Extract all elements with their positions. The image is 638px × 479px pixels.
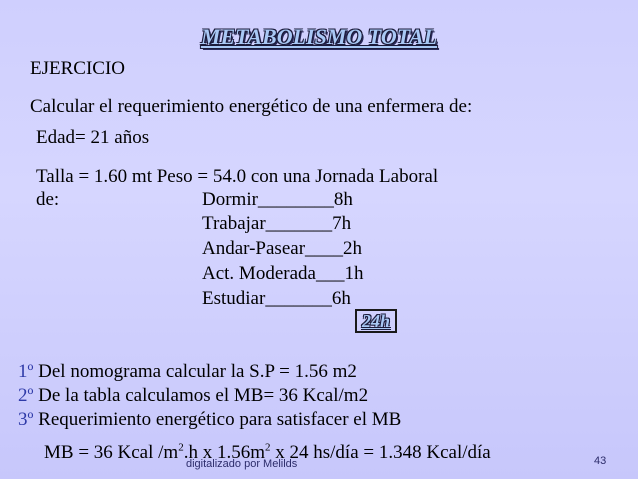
schedule-item: Trabajar_______7h — [202, 213, 352, 234]
schedule-item: Dormir________8h — [202, 189, 353, 210]
formula-exponent: 2 — [265, 441, 271, 454]
exercise-label: EJERCICIO — [30, 58, 125, 79]
footer-credit: digitalizado por Melilds — [186, 458, 298, 470]
age-line: Edad= 21 años — [36, 127, 150, 148]
step-3 — [18, 409, 401, 431]
schedule-item: Act. Moderada___1h — [202, 263, 364, 284]
formula-part: MB = 36 Kcal /m — [44, 442, 179, 463]
step-text: De la tabla calculamos el MB= 36 Kcal/m2 — [33, 385, 369, 406]
total-hours-box — [355, 309, 397, 333]
step-text: Del nomograma calcular la S.P = 1.56 m2 — [33, 361, 357, 382]
formula-exponent: 2 — [178, 441, 184, 454]
height-weight-line: Talla = 1.60 mt Peso = 54.0 con una Jornada Laboral — [36, 166, 439, 187]
de-label: de: — [36, 189, 60, 210]
schedule-item: Andar-Pasear____2h — [202, 238, 363, 259]
step-1 — [18, 361, 357, 383]
step-2 — [18, 385, 368, 407]
problem-statement: Calcular el requerimiento energético de una enfermera de: — [30, 96, 473, 117]
schedule-item: Estudiar_______6h — [202, 288, 351, 309]
step-number: 1º — [18, 361, 34, 382]
total-hours: 24h — [361, 310, 390, 331]
page-title: METABOLISMO TOTAL — [200, 24, 438, 49]
page-number: 43 — [594, 455, 607, 467]
step-text: Requerimiento energético para satisfacer el MB — [33, 409, 402, 430]
step-number: 3º — [18, 409, 34, 430]
formula-part: x 24 hs/día = 1.348 Kcal/día — [270, 442, 491, 463]
formula-part: .h x 1.56m — [183, 442, 265, 463]
step-number: 2º — [18, 385, 34, 406]
